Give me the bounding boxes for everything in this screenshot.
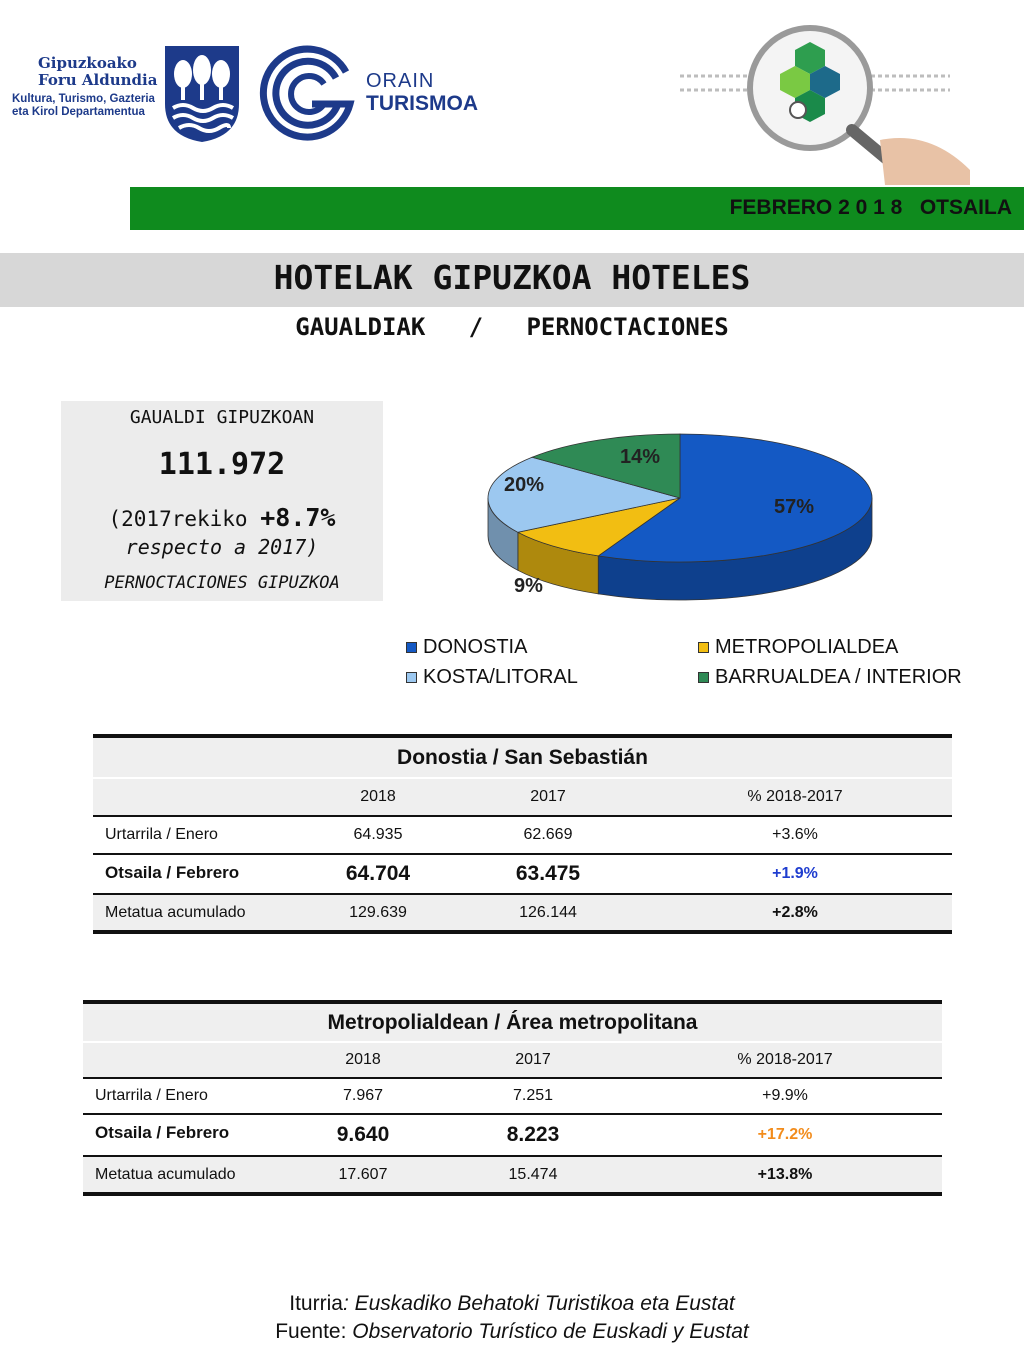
pie-label-metropolialdea: 9% bbox=[514, 575, 543, 597]
legend-label-donostia: DONOSTIA bbox=[423, 636, 528, 658]
pie-label-donostia: 57% bbox=[774, 496, 815, 518]
header-2017: 2017 bbox=[458, 778, 638, 816]
row-pct: +9.9% bbox=[762, 1087, 808, 1104]
legend-label-metropolialdea: METROPOLIALDEA bbox=[715, 636, 899, 658]
row-label: Urtarrila / Enero bbox=[95, 1087, 208, 1104]
legend-item-metropolialdea bbox=[698, 636, 898, 659]
table-header-row bbox=[93, 778, 952, 816]
legend-swatch-metropolialdea bbox=[698, 642, 709, 653]
kpi-heading: GAUALDI GIPUZKOAN bbox=[129, 407, 315, 428]
row-2017: 126.144 bbox=[458, 894, 638, 932]
row-2018: 7.967 bbox=[342, 1087, 384, 1104]
pie-label-barrualdea: 14% bbox=[620, 446, 661, 468]
table-metropolitana bbox=[83, 1000, 942, 1196]
legend-item-donostia bbox=[406, 636, 527, 659]
table-title-row bbox=[93, 736, 952, 778]
row-2018: 64.935 bbox=[353, 826, 403, 843]
kpi-footnote: PERNOCTACIONES GIPUZKOA bbox=[104, 573, 340, 593]
row-pct: +3.6% bbox=[772, 826, 818, 843]
orain-turismoa-g-logo bbox=[258, 42, 362, 146]
header-pct: % 2018-2017 bbox=[638, 778, 952, 816]
legend-item-barrualdea bbox=[698, 666, 962, 689]
row-pct: +1.9% bbox=[772, 865, 818, 882]
header-2017: 2017 bbox=[438, 1042, 628, 1078]
header-pct: % 2018-2017 bbox=[628, 1042, 942, 1078]
table-row bbox=[93, 854, 952, 894]
page-title: HOTELAK GIPUZKOA HOTELES bbox=[273, 258, 751, 297]
table-row bbox=[93, 894, 952, 932]
brand-orain: ORAIN bbox=[366, 70, 435, 92]
org-name bbox=[38, 55, 157, 89]
header-2018: 2018 bbox=[288, 1042, 438, 1078]
table-title: Metropolialdean / Área metropolitana bbox=[83, 1002, 942, 1042]
org-department bbox=[12, 93, 155, 119]
row-pct: +17.2% bbox=[757, 1126, 813, 1143]
header-2018: 2018 bbox=[298, 778, 458, 816]
footer-label-eu: Iturria bbox=[289, 1292, 343, 1315]
gipuzkoa-shield-logo bbox=[163, 44, 241, 144]
legend-label-kosta: KOSTA/LITORAL bbox=[423, 666, 578, 688]
table-donostia bbox=[93, 734, 952, 934]
table-row bbox=[83, 1156, 942, 1194]
pie-label-kosta: 20% bbox=[504, 474, 545, 496]
row-2017: 63.475 bbox=[515, 862, 581, 885]
table-header-row bbox=[83, 1042, 942, 1078]
header-blank bbox=[83, 1042, 288, 1078]
row-2017: 8.223 bbox=[506, 1123, 560, 1146]
org-dept-line-2: eta Kirol Departamentua bbox=[12, 106, 145, 118]
legend-swatch-kosta bbox=[406, 672, 417, 683]
table-row bbox=[93, 816, 952, 854]
row-label: Otsaila / Febrero bbox=[105, 863, 240, 882]
footer-source-text-es: Observatorio Turístico de Euskadi y Eustat bbox=[352, 1320, 749, 1343]
row-label: Urtarrila / Enero bbox=[105, 826, 218, 843]
legend-swatch-donostia bbox=[406, 642, 417, 653]
row-2018: 129.639 bbox=[298, 894, 458, 932]
table-title-row bbox=[83, 1002, 942, 1042]
kpi-value: 111.972 bbox=[158, 447, 286, 482]
row-label: Otsaila / Febrero bbox=[95, 1123, 230, 1142]
kpi-box bbox=[61, 401, 383, 601]
header-blank bbox=[93, 778, 298, 816]
date-band-text: FEBRERO 2 0 1 8 OTSAILA bbox=[729, 196, 1012, 219]
row-2018: 64.704 bbox=[345, 862, 411, 885]
row-2017: 15.474 bbox=[438, 1156, 628, 1194]
kpi-change-line bbox=[61, 503, 383, 532]
row-2018: 17.607 bbox=[288, 1156, 438, 1194]
legend-swatch-barrualdea bbox=[698, 672, 709, 683]
table-title: Donostia / San Sebastián bbox=[93, 736, 952, 778]
footer-source-text-eu: : Euskadiko Behatoki Turistikoa eta Eustat bbox=[342, 1292, 735, 1315]
table-row bbox=[83, 1114, 942, 1156]
page-subtitle: GAUALDIAK / PERNOCTACIONES bbox=[295, 313, 729, 341]
table-row bbox=[83, 1078, 942, 1114]
footer-source-eu bbox=[0, 1292, 1024, 1316]
row-2017: 62.669 bbox=[523, 826, 573, 843]
row-2018: 9.640 bbox=[336, 1123, 390, 1146]
row-label: Metatua acumulado bbox=[83, 1156, 288, 1194]
row-label: Metatua acumulado bbox=[93, 894, 298, 932]
footer-source-es bbox=[0, 1320, 1024, 1344]
row-2017: 7.251 bbox=[512, 1087, 554, 1104]
legend-item-kosta bbox=[406, 666, 578, 689]
legend-label-barrualdea: BARRUALDEA / INTERIOR bbox=[715, 666, 962, 688]
kpi-change-prefix: (2017rekiko bbox=[108, 507, 261, 531]
org-dept-line-1: Kultura, Turismo, Gazteria bbox=[12, 93, 155, 105]
footer-label-es: Fuente: bbox=[275, 1320, 353, 1343]
brand-turismoa: TURISMOA bbox=[366, 92, 478, 115]
kpi-change-pct: +8.7% bbox=[260, 503, 336, 532]
org-name-line-2: Foru Aldundia bbox=[38, 71, 158, 89]
org-name-line-1: Gipuzkoako bbox=[38, 54, 137, 72]
row-pct: +13.8% bbox=[628, 1156, 942, 1194]
row-pct: +2.8% bbox=[638, 894, 952, 932]
kpi-change-line-2: respecto a 2017) bbox=[125, 535, 319, 559]
observatory-magnifier-logo bbox=[670, 20, 1024, 185]
